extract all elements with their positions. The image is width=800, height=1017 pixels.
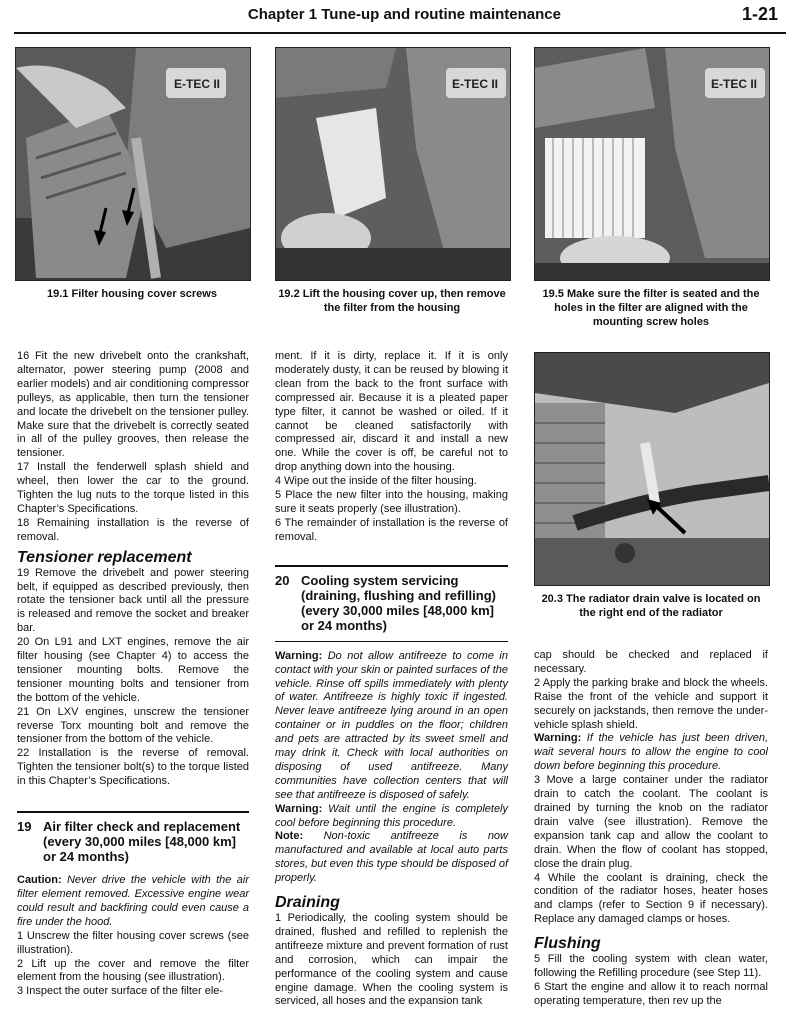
- svg-text:E-TEC II: E-TEC II: [711, 77, 758, 91]
- paragraph: 17 Install the fenderwell splash shield and wheel, then lower the car to the ground. Tighten the lug nuts to the torque listed in this Chapter’s Specifications.: [17, 461, 249, 515]
- paragraph: 3 Inspect the outer surface of the filter ele-: [17, 985, 224, 998]
- figure-caption: 20.3 The radiator drain valve is located on the right end of the radiator: [541, 593, 761, 619]
- paragraph: 4 Wipe out the inside of the filter housing.: [275, 475, 477, 488]
- figure-caption: 19.5 Make sure the filter is seated and the holes in the filter are aligned with the mounting screw holes: [542, 288, 760, 328]
- warning-label: Warning:: [275, 802, 323, 815]
- paragraph: 2 Apply the parking brake and block the wheels. Raise the front of the vehicle and support it securely on jackstands, then remove the under-vehicle splash shield.: [534, 676, 768, 731]
- paragraph: 5 Fill the cooling system with clean water, following the Refilling procedure (see Step 11).: [534, 953, 768, 979]
- section-number: 19: [17, 819, 32, 835]
- paragraph: 4 While the coolant is draining, check the condition of the radiator hoses, heater hoses and clamps (refer to Section 9 if necessary). Replace any damaged clamps or hoses.: [534, 871, 768, 926]
- note-text: Non-toxic antifreeze is now manufactured and available at local auto parts stores, but even this type should be disposed of properly.: [275, 830, 508, 885]
- subheading-tensioner-replacement: Tensioner replacement: [17, 548, 192, 566]
- paragraph: 19 Remove the drivebelt and power steering belt, if equipped as described previously, then rotate the tensioner back until all the pressure is released and remove the socket and breaker bar.: [17, 566, 249, 635]
- paragraph: ment. If it is dirty, replace it. If it is only moderately dusty, it can be reused by blowing it clean from the back to the front surface with compressed air. Because it is a pleated paper type filter, it cannot be washed or oiled. If it cannot be cleaned satisfactorily with compressed air, discard it and install a new one. While the cover is off, be careful not to drop anything down into the housing.: [275, 350, 508, 474]
- photo-20-3: [534, 352, 770, 586]
- text-column-2: [275, 350, 508, 1009]
- section-title: Air filter check and replacement (every 30,000 miles [48,000 km] or 24 months): [43, 819, 241, 865]
- page-number: 1-21: [741, 4, 778, 24]
- engine-photo-image: [16, 48, 250, 280]
- paragraph: 5 Place the new filter into the housing, making sure it seats properly (see illustration).: [275, 489, 508, 515]
- paragraph: cap should be checked and replaced if necessary.: [534, 649, 768, 675]
- photo-19-1: [15, 47, 251, 281]
- paragraph: 3 Move a large container under the radiator drain to catch the coolant. The coolant is drained by turning the knob on the radiator drain valve (see illustration). Remove the expansion tank cap and allow the coolant to drain. When the flow of coolant has stopped, close the drain plug.: [534, 774, 768, 870]
- radiator-photo-image: [535, 353, 769, 585]
- photo-19-5: [534, 47, 770, 281]
- caution-text: Never drive the vehicle with the air filter element removed. Excessive engine wear could result and backfiring could even cause a fire under the hood.: [17, 874, 249, 928]
- paragraph: 20 On L91 and LXT engines, remove the air filter housing (see Chapter 4) to access the tensioner mounting bolts. Remove the tensioner mounting bolts and tensioner from the bottom of the vehicle.: [17, 636, 249, 704]
- caution-note: [17, 874, 249, 930]
- note-label: Note:: [275, 830, 304, 843]
- warning-text: If the vehicle has just been driven, wait several hours to allow the engine to cool down before beginning this procedure.: [534, 732, 768, 773]
- subheading-draining: Draining: [275, 894, 340, 912]
- figure-caption: 19.2 Lift the housing cover up, then remove the filter from the housing: [278, 288, 506, 314]
- warning-note: [275, 650, 508, 803]
- section-title: Cooling system servicing (draining, flushing and refilling) (every 30,000 miles [48,000 km] or 24 months): [301, 572, 496, 633]
- chapter-title: Chapter 1 Tune-up and routine maintenance: [247, 6, 561, 23]
- warning-text: Wait until the engine is completely cool before beginning this procedure.: [275, 802, 508, 829]
- warning-text: Do not allow antifreeze to come in contact with your skin or painted surfaces of the vehicle. Rinse off spills immediately with plenty of water. Antifreeze is highly toxic if ingested. Never leave antifreeze lying around in an open container or in puddles on the floor; children and pets are attracted by its sweet smell and may drink it. Check with local authorities on disposing of used antifreeze. Many communities have collection centers that will see that antifreeze is disposed of safely.: [275, 649, 508, 801]
- svg-text:E-TEC II: E-TEC II: [174, 77, 221, 91]
- engine-photo-image: [535, 48, 769, 280]
- warning-box: [275, 641, 508, 886]
- section-number: 20: [275, 572, 290, 588]
- page-header: [14, 0, 786, 34]
- engine-photo-image: [276, 48, 510, 280]
- subheading-flushing: Flushing: [534, 935, 601, 953]
- caution-label: Caution:: [17, 874, 62, 887]
- warning-label: Warning:: [534, 732, 582, 745]
- paragraph: 2 Lift up the cover and remove the filter element from the housing (see illustration).: [17, 957, 249, 984]
- paragraph: 16 Fit the new drivebelt onto the crankshaft, alternator, power steering pump (2008 and earlier models) and air conditioning compressor pulleys, as applicable, then turn the tensioner and locate the drivebelt on the tensioner pulley. Make sure that the drivebelt is correctly seated in all of the pulley grooves, then release the tensioner.: [17, 350, 249, 460]
- paragraph: 6 The remainder of installation is the reverse of removal.: [275, 516, 508, 543]
- paragraph: 18 Remaining installation is the reverse of removal.: [17, 516, 249, 543]
- warning-label: Warning:: [275, 649, 323, 662]
- warning-note: [534, 732, 768, 774]
- photo-19-2: [275, 47, 511, 281]
- note: [275, 830, 508, 886]
- paragraph: 6 Start the engine and allow it to reach normal operating temperature, then rev up the: [534, 980, 768, 1007]
- text-column-1: [17, 350, 249, 999]
- paragraph: 22 Installation is the reverse of removal. Tighten the tensioner bolt(s) to the torque listed in this Chapter’s Specifications.: [17, 747, 249, 788]
- section-heading-19: [17, 811, 249, 864]
- paragraph: 1 Periodically, the cooling system should be drained, flushed and refilled to replenish the antifreeze mixture and prevent formation of rust and corrosion, which can impair the performance of the cooling system and cause engine damage. When the cooling system is serviced, all hoses and the expansion tank: [275, 912, 508, 1008]
- paragraph: 1 Unscrew the filter housing cover screws (see illustration).: [17, 929, 249, 956]
- text-column-3: [534, 649, 768, 1009]
- paragraph: 21 On LXV engines, unscrew the tensioner reverse Torx mounting bolt and remove the tensioner from the bottom of the vehicle.: [17, 705, 249, 746]
- warning-note: [275, 803, 508, 831]
- figure-caption: 19.1 Filter housing cover screws: [47, 288, 217, 300]
- svg-text:E-TEC II: E-TEC II: [452, 77, 499, 91]
- section-heading-20: [275, 565, 508, 633]
